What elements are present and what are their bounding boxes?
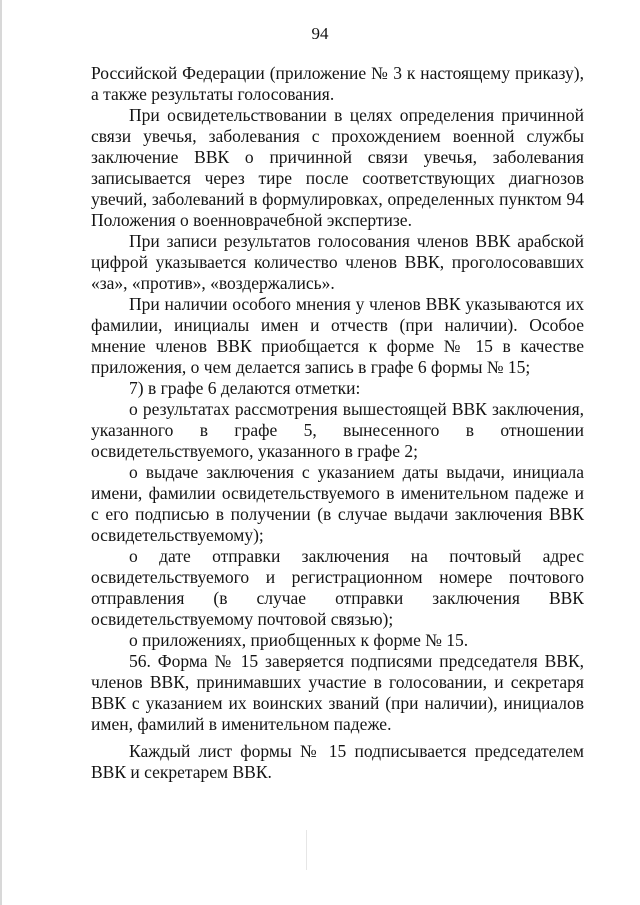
scan-edge	[0, 0, 2, 905]
paragraph: При наличии особого мнения у членов ВВК указываются их фамилии, инициалы имен и отчеств (при наличии). Особое мнение членов ВВК приобщается к форме № 15 в качестве приложения, о чем делается запись в графе 6 формы № 15;	[91, 294, 584, 377]
paragraph: о дате отправки заключения на почтовый адрес освидетельствуемого и регистрационном номере почтового отправления (в случае отправки заключения ВВК освидетельствуемому почтовой связью);	[91, 546, 584, 629]
paragraph: При освидетельствовании в целях определения причинной связи увечья, заболевания с прохождением военной службы заключение ВВК о причинной связи увечья, заболевания записывается через тире после соответствующих диагнозов увечий, заболеваний в формулировках, определенных пунктом 94 Положения о военноврачебной экспертизе.	[91, 105, 584, 230]
page-number: 94	[311, 24, 329, 43]
paragraph: 7) в графе 6 делаются отметки:	[129, 378, 361, 398]
paragraph: При записи результатов голосования членов ВВК арабской цифрой указывается количество членов ВВК, проголосовавших «за», «против», «воздержались».	[91, 231, 584, 293]
document-body	[91, 63, 584, 783]
paragraph: 56. Форма № 15 заверяется подписями председателя ВВК, членов ВВК, принимавших участие в голосовании, и секретаря ВВК с указанием их воинских званий (при наличии), инициалов имен, фамилий в именительном падеже.	[91, 651, 584, 734]
paragraph: Российской Федерации (приложение № 3 к настоящему приказу), а также результаты голосования.	[91, 63, 584, 104]
paragraph: Каждый лист формы № 15 подписывается председателем ВВК и секретарем ВВК.	[91, 741, 584, 782]
paragraph: о выдаче заключения с указанием даты выдачи, инициала имени, фамилии освидетельствуемого в именительном падеже и с его подписью в получении (в случае выдачи заключения ВВК освидетельствуемому);	[91, 462, 584, 545]
scan-mark	[306, 830, 307, 870]
paragraph: о результатах рассмотрения вышестоящей ВВК заключения, указанного в графе 5, вынесенного в отношении освидетельствуемого, указанного в графе 2;	[91, 399, 584, 461]
paragraph: о приложениях, приобщенных к форме № 15.	[129, 630, 469, 650]
